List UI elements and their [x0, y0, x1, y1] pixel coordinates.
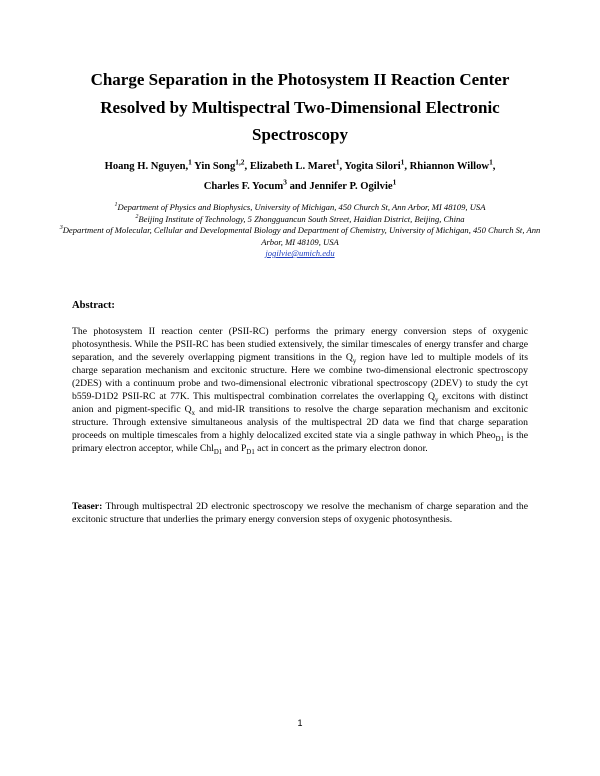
affiliation-3: $^3$Department of Molecular, Cellular and Developmental Biology and Department of Chemistry, University of Michigan, 450 Church St, Ann Arbor, MI 48109, USA [59, 225, 541, 247]
affiliation-2: $^2$Beijing Institute of Technology, 5 Zhongguancun South Street, Haidian District, Beijing, China [135, 213, 465, 224]
author-separator: , [492, 161, 496, 172]
author-name: and Jennifer P. Ogilvie [286, 181, 393, 192]
paper-title [60, 66, 540, 149]
author-affiliation-mark: 1 [188, 157, 192, 167]
abstract-text: The photosystem II reaction center (PSII-RC) performs the primary energy conversion steps of oxygenic photosynthesis. While the PSII-RC has been studied extensively, the similar timescales of energy transfer and charge separation, and the severely overlapping pigment transitions in the $Q_y$ region have led to multiple models of its charge separation mechanism and excitonic structure. Here we combine two-dimensional electronic spectroscopy (2DES) with a continuum probe and two-dimensional electronic vibrational spectroscopy (2DEV) to study the cyt b559-D1D2 PSII-RC at 77K. This multispectral combination correlates the overlapping $Q_y$ excitons with distinct anion and pigment-specific $Q_x$ and mid-IR transitions to resolve the charge separation mechanism and excitonic structure. Through extensive simultaneous analysis of the multispectral 2D data we find that charge separation proceeds on multiple timescales from a highly delocalized excited state via a single pathway in which Pheo$_{D1}$ is the primary electron acceptor, while Chl$_{D1}$ and $P_{D1}$ act in concert as the primary electron donor. [72, 326, 529, 456]
title-line-2: Resolved by Multispectral Two-Dimensional Electronic [100, 97, 500, 117]
author-name: , Yogita Silori [339, 161, 401, 172]
author-affiliation-mark: 1,2 [235, 157, 245, 167]
author-line-2 [50, 177, 550, 197]
abstract-heading: Abstract: [72, 300, 115, 311]
teaser-paragraph [72, 500, 528, 526]
author-name: Charles F. Yocum [203, 181, 284, 192]
author-name: Hoang H. Nguyen, [104, 161, 189, 172]
corresponding-email-link[interactable]: jogilvie@umich.edu [265, 248, 335, 258]
teaser-label: Teaser: [72, 501, 103, 512]
author-affiliation-mark: 3 [283, 177, 287, 187]
author-line-1 [50, 157, 550, 177]
author-affiliation-mark: 1 [392, 177, 397, 187]
author-name: , Elizabeth L. Maret [244, 161, 336, 172]
author-list [50, 157, 550, 197]
author-affiliation-mark: 1 [400, 157, 405, 167]
affiliation-1: $^1$Department of Physics and Biophysics, University of Michigan, 450 Church St, Ann Arbor, MI 48109, USA [114, 202, 486, 212]
page-number: 1 [297, 718, 303, 728]
affiliations [58, 202, 542, 260]
title-line-1: Charge Separation in the Photosystem II Reaction Center [90, 70, 510, 89]
author-affiliation-mark: 1 [335, 157, 340, 167]
title-line-3: Spectroscopy [251, 125, 348, 144]
author-name: Yin Song [191, 161, 236, 172]
author-affiliation-mark: 1 [489, 157, 493, 167]
teaser-text: Through multispectral 2D electronic spectroscopy we resolve the mechanism of charge separation and the excitonic structure that underlies the primary energy conversion steps of oxygenic photosynthesis. [72, 501, 528, 525]
author-name: , Rhiannon Willow [404, 161, 490, 172]
